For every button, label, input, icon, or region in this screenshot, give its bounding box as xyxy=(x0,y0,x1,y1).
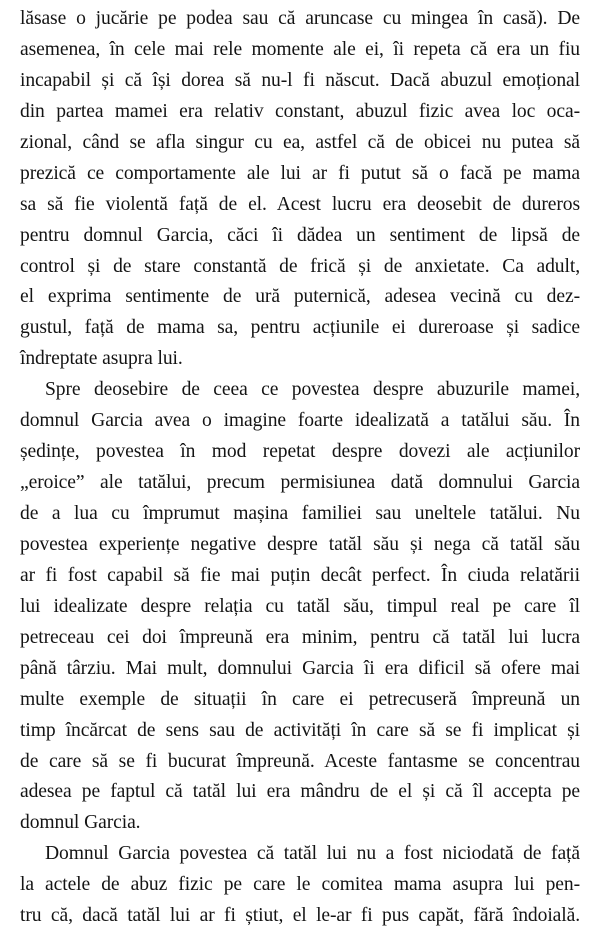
text-line: Domnul Garcia povestea că tatăl lui nu a fost niciodată de față xyxy=(45,843,580,865)
text-line: lui idealizate despre relația cu tatăl său, timpul real pe care îl xyxy=(20,595,580,617)
text-line: la actele de abuz fizic pe care le comitea mama asupra lui pen- xyxy=(20,874,580,896)
paragraph-2 xyxy=(20,375,580,839)
text-line: până târziu. Mai mult, domnului Garcia îi era dificil să ofere mai xyxy=(20,657,580,679)
text-line: de care să se fi bucurat împreună. Aceste fantasme se concentrau xyxy=(20,750,580,772)
text-line: multe exemple de situații în care ei petrecuseră împreună un xyxy=(20,688,580,710)
text-line: adesea pe faptul că tatăl lui era mândru de el și că îl accepta pe xyxy=(20,781,580,803)
paragraph-3 xyxy=(20,839,580,932)
text-line: pentru domnul Garcia, căci îi dădea un sentiment de lipsă de xyxy=(20,224,580,246)
text-line: ar fi fost capabil să fie mai puțin decât perfect. În ciuda relatării xyxy=(20,564,580,586)
text-line: ședințe, povestea în mod repetat despre dovezi ale acțiunilor xyxy=(20,441,580,463)
text-line: el exprima sentimente de ură puternică, adesea vecină cu dez- xyxy=(20,286,580,308)
text-line: asemenea, în cele mai rele momente ale ei, îi repeta că era un fiu xyxy=(20,38,580,60)
text-line: domnul Garcia. xyxy=(20,812,141,834)
text-line: zional, când se afla singur cu ea, astfel că de obicei nu putea să xyxy=(20,131,580,153)
text-line: Spre deosebire de ceea ce povestea despre abuzurile mamei, xyxy=(45,379,580,401)
text-line: domnul Garcia avea o imagine foarte idealizată a tatălui său. În xyxy=(20,410,580,432)
text-line: „eroice” ale tatălui, precum permisiunea dată domnului Garcia xyxy=(20,472,580,494)
text-line: prezică ce comportamente ale lui ar fi putut să o facă pe mama xyxy=(20,162,580,184)
text-line: sa să fie violentă față de el. Acest lucru era deosebit de dureros xyxy=(20,193,580,215)
text-line: petreceau cei doi împreună era minim, pentru că tatăl lui lucra xyxy=(20,626,580,648)
text-line: tru că, dacă tatăl lui ar fi știut, el le-ar fi pus capăt, fără îndoială. xyxy=(20,905,580,927)
text-line: gustul, față de mama sa, pentru acțiunile ei dureroase și sadice xyxy=(20,317,580,339)
text-line: control și de stare constantă de frică și de anxietate. Ca adult, xyxy=(20,255,580,277)
text-line: lăsase o jucărie pe podea sau că aruncase cu mingea în casă). De xyxy=(20,8,580,29)
paragraph-1 xyxy=(20,4,580,375)
text-line: timp încărcat de sens sau de activități în care să se fi implicat și xyxy=(20,719,580,741)
book-page xyxy=(20,4,580,932)
text-line: povestea experiențe negative despre tatăl său și nega că tatăl său xyxy=(20,533,580,555)
text-line: din partea mamei era relativ constant, abuzul fizic avea loc oca- xyxy=(20,100,580,122)
text-line: incapabil și că își dorea să nu-l fi născut. Dacă abuzul emoțional xyxy=(20,69,580,91)
text-line: de a lua cu împrumut mașina familiei sau uneltele tatălui. Nu xyxy=(20,503,580,524)
text-line: îndreptate asupra lui. xyxy=(20,348,183,370)
